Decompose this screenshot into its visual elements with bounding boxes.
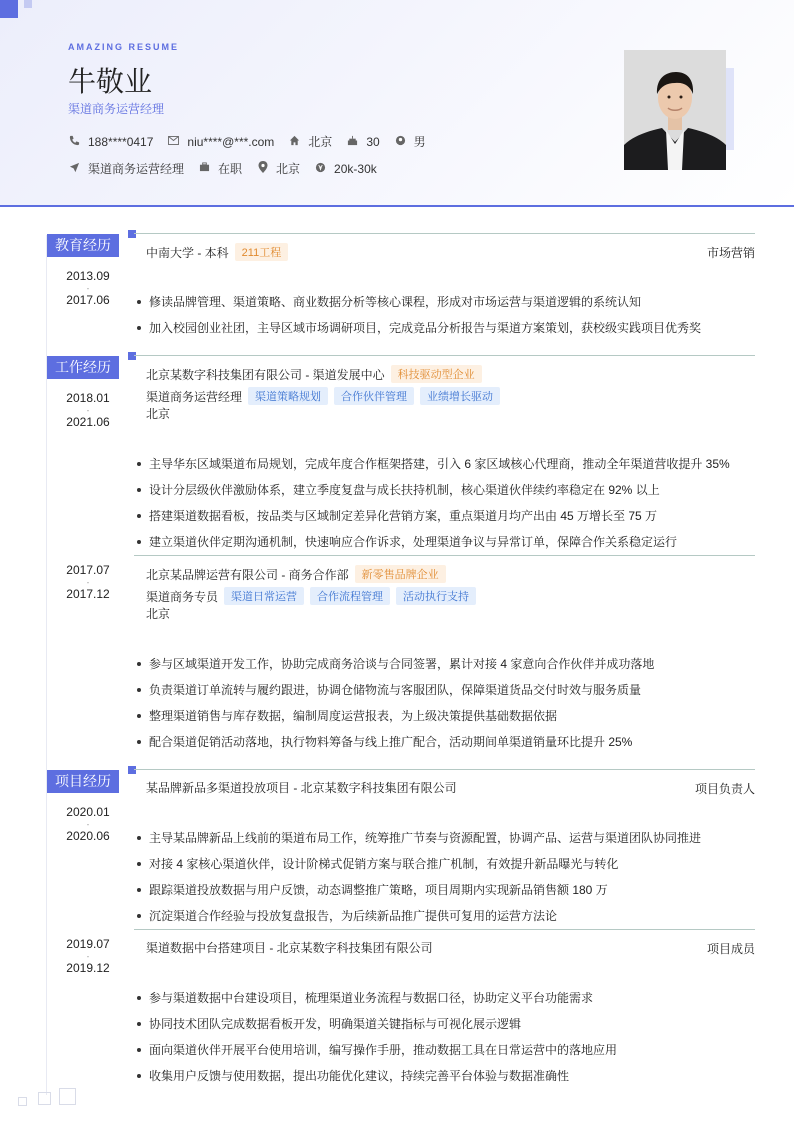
job-role: 渠道商务运营经理 [146, 389, 243, 404]
section-marker [128, 766, 136, 774]
job-bullet: 设计分层级伙伴激励体系，建立季度复盘与成长扶持机制，核心渠道伙伴续约率稳定在 92% 以上 [137, 481, 660, 498]
section-heading-work: 工作经历 [47, 356, 119, 379]
company-name: 北京某品牌运营有限公司 - 商务合作部 [146, 567, 349, 582]
section-heading-education: 教育经历 [47, 234, 119, 257]
skill-tag: 渠道日常运营 [224, 587, 304, 605]
job-role-row [146, 387, 500, 405]
education-date-start: 2013.09 [66, 269, 110, 283]
job-city: 北京 [146, 407, 171, 421]
gender-text: 男 [413, 135, 426, 149]
job-date-end: 2021.06 [66, 415, 110, 429]
entry-divider [134, 929, 755, 930]
phone-icon [68, 135, 81, 149]
job-date-end: 2017.12 [66, 587, 110, 601]
home-item [288, 133, 332, 150]
project-bullet: 协同技术团队完成数据看板开发，明确渠道关键指标与可视化展示逻辑 [137, 1015, 521, 1032]
date-separator: - [86, 952, 90, 961]
project-bullet: 沉淀渠道合作经验与投放复盘报告，为后续新品推广提供可复用的运营方法论 [137, 907, 557, 924]
date-separator: - [86, 284, 90, 293]
phone-item [68, 135, 153, 149]
job-bullet: 主导华东区域渠道布局规划，完成年度合作框架搭建，引入 6 家区域核心代理商，推动全年渠道营收提升 35% [137, 455, 730, 472]
phone-text: 188****0417 [88, 134, 154, 149]
job-role-row [146, 587, 476, 605]
project-bullet: 参与渠道数据中台建设项目，梳理渠道业务流程与数据口径，协助定义平台功能需求 [137, 989, 593, 1006]
gender-item [394, 133, 426, 150]
date-separator: - [86, 406, 90, 415]
skill-tag: 渠道策略规划 [248, 387, 328, 405]
salary-item [314, 162, 377, 176]
project-date-start: 2020.01 [66, 805, 110, 819]
skill-tag: 合作伙伴管理 [334, 387, 414, 405]
mail-icon [167, 136, 180, 148]
salary-icon [314, 162, 327, 176]
intent-item [68, 160, 184, 177]
salary-text: 20k-30k [334, 161, 377, 176]
status-text: 在职 [218, 162, 243, 176]
job-bullet: 负责渠道订单流转与履约跟进，协调仓储物流与客服团队，保障渠道货品交付时效与服务质量 [137, 681, 641, 698]
candidate-name: 牛敬业 [68, 66, 153, 97]
project-name-row [146, 779, 457, 796]
section-heading-projects: 项目经历 [47, 770, 119, 793]
profile-photo [624, 50, 726, 170]
location-icon [256, 161, 269, 176]
section-divider [134, 769, 755, 770]
education-date-end: 2017.06 [66, 293, 110, 307]
candidate-title: 渠道商务运营经理 [68, 102, 165, 116]
school-name: 中南大学 - 本科 [146, 245, 229, 260]
company-tag: 科技驱动型企业 [391, 365, 482, 383]
briefcase-icon [198, 162, 211, 175]
decorative-square [18, 1097, 27, 1106]
job-company-row [146, 565, 446, 583]
job-bullet: 整理渠道销售与库存数据，编制周度运营报表，为上级决策提供基础数据依据 [137, 707, 557, 724]
intent-text: 渠道商务运营经理 [88, 162, 185, 176]
cake-icon [346, 135, 359, 149]
contact-row-2 [68, 160, 391, 177]
job-company-row [146, 365, 482, 383]
corner-decoration [0, 0, 18, 18]
skill-tag: 业绩增长驱动 [420, 387, 500, 405]
project-bullet: 对接 4 家核心渠道伙伴，设计阶梯式促销方案与联合推广机制，有效提升新品曝光与转化 [137, 855, 618, 872]
job-bullet: 参与区域渠道开发工作，协助完成商务洽谈与合同签署，累计对接 4 家意向合作伙伴并成功落地 [137, 655, 654, 672]
status-item [198, 160, 242, 177]
project-role: 项目成员 [706, 942, 755, 956]
education-bullet: 修读品牌管理、渠道策略、商业数据分析等核心课程，形成对市场运营与渠道逻辑的系统认知 [137, 293, 641, 310]
home-text: 北京 [308, 135, 333, 149]
project-role: 项目负责人 [694, 782, 755, 796]
project-date-end: 2020.06 [66, 829, 110, 843]
project-date-end: 2019.12 [66, 961, 110, 975]
project-date-start: 2019.07 [66, 937, 110, 951]
location-item [256, 160, 300, 177]
section-divider [134, 355, 755, 356]
decorative-square [59, 1088, 76, 1105]
corner-decoration-small [24, 0, 32, 8]
job-role: 渠道商务专员 [146, 589, 219, 604]
resume-header [0, 0, 794, 207]
company-tag: 新零售品牌企业 [355, 565, 446, 583]
age-text: 30 [366, 134, 380, 149]
gender-icon [394, 135, 407, 149]
job-bullet: 配合渠道促销活动落地，执行物料筹备与线上推广配合，活动期间单渠道销量环比提升 25% [137, 733, 632, 750]
project-name: 某品牌新品多渠道投放项目 - 北京某数字科技集团有限公司 [146, 781, 457, 795]
project-bullet: 面向渠道伙伴开展平台使用培训，编写操作手册，推动数据工具在日常运营中的落地应用 [137, 1041, 617, 1058]
age-item [346, 135, 379, 149]
contact-row-1 [68, 133, 440, 150]
job-date-start: 2017.07 [66, 563, 110, 577]
section-marker [128, 230, 136, 238]
education-bullet: 加入校园创业社团，主导区域市场调研项目，完成竞品分析报告与渠道方案策划，获校级实践项目优秀奖 [137, 319, 701, 336]
education-major: 市场营销 [706, 246, 755, 260]
location-text: 北京 [276, 162, 301, 176]
school-badge: 211工程 [235, 243, 289, 261]
skill-tag: 合作流程管理 [310, 587, 390, 605]
section-marker [128, 352, 136, 360]
education-school-row [146, 243, 288, 261]
send-icon [68, 162, 81, 176]
date-separator: - [86, 820, 90, 829]
project-bullet: 收集用户反馈与使用数据，提出功能优化建议，持续完善平台体验与数据准确性 [137, 1067, 569, 1084]
job-date-start: 2018.01 [66, 391, 110, 405]
entry-divider [134, 555, 755, 556]
skill-tag: 活动执行支持 [396, 587, 476, 605]
email-text: niu****@***.com [187, 134, 275, 149]
job-bullet: 建立渠道伙伴定期沟通机制，快速响应合作诉求，处理渠道争议与异常订单，保障合作关系稳定运行 [137, 533, 677, 550]
home-icon [288, 135, 301, 149]
job-city: 北京 [146, 607, 171, 621]
project-name-row [146, 939, 433, 956]
job-bullet: 搭建渠道数据看板，按品类与区域制定差异化营销方案，重点渠道月均产出由 45 万增长至 75 万 [137, 507, 657, 524]
section-divider [134, 233, 755, 234]
project-bullet: 跟踪渠道投放数据与用户反馈，动态调整推广策略，项目周期内实现新品销售额 180 万 [137, 881, 608, 898]
project-name: 渠道数据中台搭建项目 - 北京某数字科技集团有限公司 [146, 941, 433, 955]
project-bullet: 主导某品牌新品上线前的渠道布局工作，统筹推广节奏与资源配置，协调产品、运营与渠道团队协同推进 [137, 829, 701, 846]
brand-label: AMAZING RESUME [68, 42, 179, 52]
email-item [167, 135, 274, 149]
company-name: 北京某数字科技集团有限公司 - 渠道发展中心 [146, 367, 385, 382]
date-separator: - [86, 578, 90, 587]
decorative-square [38, 1092, 51, 1105]
